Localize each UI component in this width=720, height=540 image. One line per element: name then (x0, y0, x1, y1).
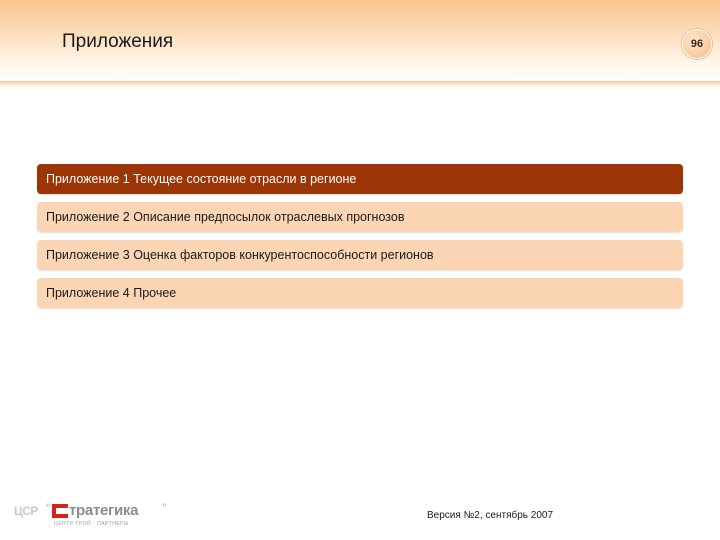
appendix-item-3[interactable]: Приложение 3 Оценка факторов конкурентоспособности регионов (37, 240, 683, 270)
company-logo (14, 500, 174, 530)
logo-tagline: ЦЕНТР ТРОЙ · ПАРТНЕРЫ (54, 521, 129, 527)
logo-close-quote: ” (162, 500, 167, 516)
logo-wordmark: тратегика (69, 502, 139, 519)
logo-open-quote: “ (46, 500, 51, 516)
appendix-item-4[interactable]: Приложение 4 Прочее (37, 278, 683, 308)
version-label: Версия №2, сентябрь 2007 (427, 510, 554, 521)
logo-prefix: ЦСР (14, 504, 38, 518)
appendix-item-2[interactable]: Приложение 2 Описание предпосылок отраслевых прогнозов (37, 202, 683, 232)
logo-c-mark-icon (52, 504, 68, 518)
header-divider (0, 81, 720, 87)
page-number-badge: 96 (682, 29, 712, 59)
page-title: Приложения (62, 31, 174, 52)
appendix-list (37, 164, 683, 316)
appendix-item-1[interactable]: Приложение 1 Текущее состояние отрасли в регионе (37, 164, 683, 194)
